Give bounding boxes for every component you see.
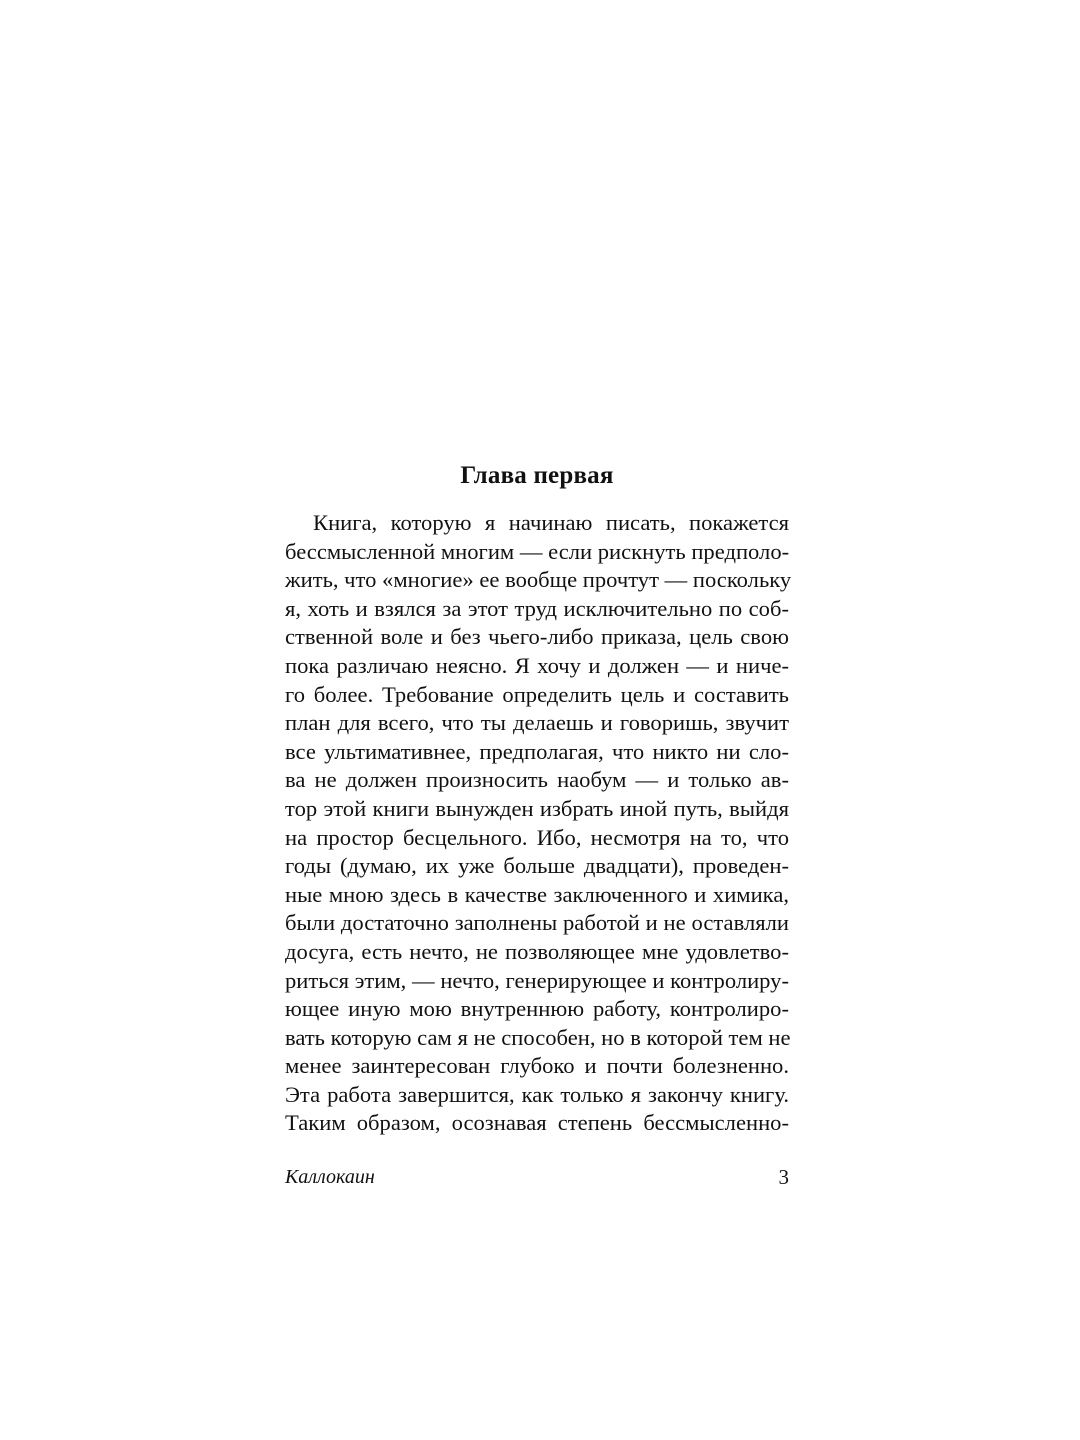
text-line-19: вать которую сам я не способен, но в которой тем не	[285, 1024, 791, 1050]
text-line-14: ные мною здесь в качестве заключенного и химика,	[285, 881, 789, 907]
page-number: 3	[778, 1165, 789, 1189]
text-line-13: годы (думаю, их уже больше двадцати), проведен-	[285, 853, 789, 879]
text-line-3: жить, что «многие» ее вообще прочтут — поскольку	[285, 567, 792, 593]
text-line-6: пока различаю неясно. Я хочу и должен — и ниче-	[285, 652, 789, 678]
text-line-10: ва не должен произносить наобум — и только ав-	[285, 767, 789, 793]
text-line-9: все ультимативнее, предполагая, что никто ни сло-	[285, 738, 789, 764]
text-line-8: план для всего, что ты делаешь и говоришь, звучит	[285, 710, 789, 736]
text-line-1: Книга, которую я начинаю писать, покажется	[313, 510, 789, 535]
chapter-title: Глава первая	[460, 462, 614, 489]
text-line-4: я, хоть и взялся за этот труд исключительно по соб-	[285, 595, 789, 621]
text-line-11: тор этой книги вынужден избрать иной путь, выйдя	[285, 795, 789, 821]
text-line-18: ющее иную мою внутреннюю работу, контролиро-	[285, 996, 789, 1022]
text-line-20: менее заинтересован глубоко и почти болезненно.	[285, 1053, 789, 1079]
text-line-12: на простор бесцельного. Ибо, несмотря на то, что	[285, 824, 789, 850]
text-line-16: досуга, есть нечто, не позволяющее мне удовлетво-	[285, 938, 789, 964]
text-line-21: Эта работа завершится, как только я закончу книгу.	[285, 1081, 789, 1107]
text-line-5: ственной воле и без чьего-либо приказа, цель свою	[285, 624, 789, 650]
chapter-body-text	[285, 509, 792, 1138]
text-line-17: риться этим, — нечто, генерирующее и контролиру-	[285, 967, 789, 993]
text-line-22: Таким образом, осознавая степень бессмысленно-	[285, 1110, 789, 1136]
text-line-7: го более. Требование определить цель и составить	[285, 681, 789, 707]
text-line-15: были достаточно заполнены работой и не оставляли	[285, 910, 789, 936]
text-line-2: бессмысленной многим — если рискнуть предполо-	[285, 538, 790, 564]
running-footer-book-title: Каллокаин	[285, 1166, 375, 1188]
